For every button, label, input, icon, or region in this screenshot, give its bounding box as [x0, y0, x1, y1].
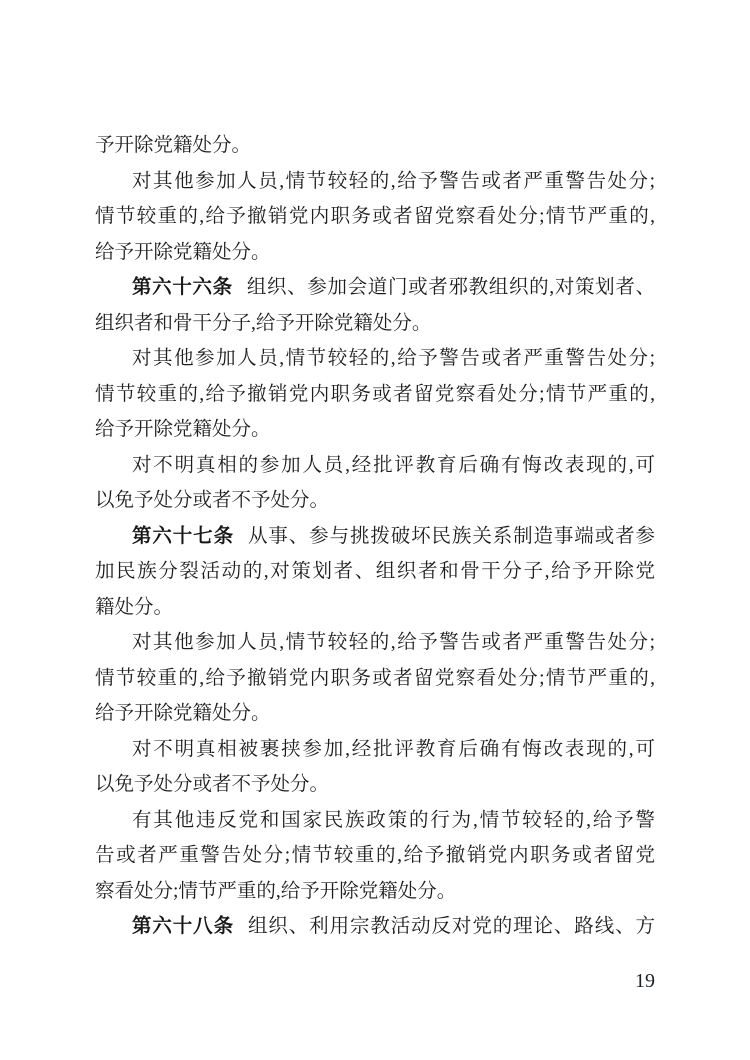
text-line: 对不明真相被裹挟参加,经批评教育后确有悔改表现的,可 [132, 738, 655, 760]
text-line: 对其他参加人员,情节较轻的,给予警告或者严重警告处分; [132, 632, 655, 653]
article-text: 组织、参加会道门或者邪教组织的,对策划者、 [246, 277, 655, 298]
article-heading-line [95, 270, 655, 306]
article-number: 第六十七条 [132, 525, 234, 547]
text-line: 给予开除党籍处分。 [95, 241, 271, 263]
page-number: 19 [635, 970, 655, 992]
text-line: 对不明真相的参加人员,经批评教育后确有悔改表现的,可 [132, 454, 655, 476]
text-line: 对其他参加人员,情节较轻的,给予警告或者严重警告处分; [132, 348, 655, 369]
text-line: 给予开除党籍处分。 [95, 703, 271, 724]
text-line: 察看处分;情节严重的,给予开除党籍处分。 [95, 880, 457, 902]
text-line: 情节较重的,给予撤销党内职务或者留党察看处分;情节严重的, [95, 206, 655, 227]
article-text: 组织、利用宗教活动反对党的理论、路线、方 [247, 916, 655, 937]
text-line: 情节较重的,给予撤销党内职务或者留党察看处分;情节严重的, [95, 383, 655, 405]
document-lines [95, 128, 655, 945]
article-heading-line [95, 909, 655, 945]
text-line: 以免予处分或者不予处分。 [95, 490, 330, 511]
text-line: 对其他参加人员,情节较轻的,给予警告或者严重警告处分; [132, 170, 655, 192]
text-line: 予开除党籍处分。 [95, 135, 252, 156]
article-heading-line [95, 519, 655, 555]
article-number: 第六十六条 [132, 277, 233, 298]
text-line: 有其他违反党和国家民族政策的行为,情节较轻的,给予警 [132, 809, 655, 831]
text-line: 组织者和骨干分子,给予开除党籍处分。 [95, 312, 432, 334]
article-text: 从事、参与挑拨破坏民族关系制造事端或者参 [247, 525, 655, 547]
text-line: 以免予处分或者不予处分。 [95, 774, 330, 795]
text-line: 籍处分。 [95, 596, 174, 618]
text-line: 情节较重的,给予撤销党内职务或者留党察看处分;情节严重的, [95, 667, 655, 689]
article-number: 第六十八条 [132, 916, 234, 937]
text-line: 告或者严重警告处分;情节较重的,给予撤销党内职务或者留党 [95, 845, 655, 866]
text-line: 加民族分裂活动的,对策划者、组织者和骨干分子,给予开除党 [95, 561, 655, 582]
text-line: 给予开除党籍处分。 [95, 419, 271, 440]
